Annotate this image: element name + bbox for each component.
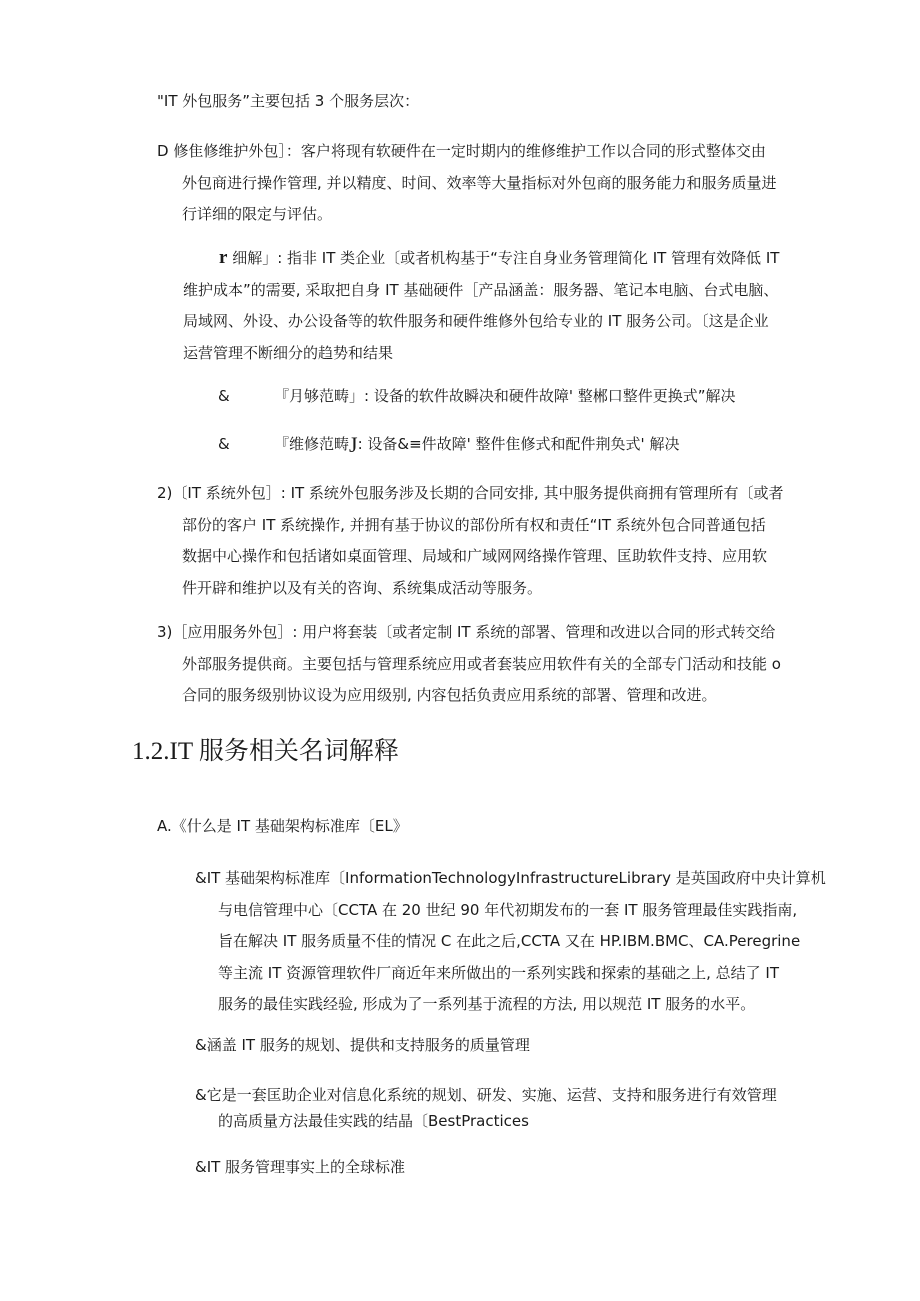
sub-bullet-2: [218, 429, 679, 461]
detail-first-line-text: 细解」: 指非 IT 类企业〔或者机构基于“专注自身业务管理简化 IT 管理有效降低 IT: [232, 249, 780, 267]
detail-line: 运营管理不断细分的趋势和结果: [183, 343, 394, 362]
sub-bullet-marker: &: [218, 387, 230, 405]
item-1-line: 行详细的限定与评估。: [182, 205, 333, 223]
item-2-paragraph: [157, 478, 783, 604]
item-2-line: 2)〔IT 系统外包］: IT 系统外包服务涉及长期的合同安排, 其中服务提供商拥有管理所有〔或者: [157, 484, 784, 502]
intro-paragraph: [157, 86, 419, 118]
itil-line: &IT 基础架构标准库〔InformationTechnologyInfrastructureLibrary 是英国政府中央计算机: [195, 869, 826, 887]
section-a-title: [157, 811, 408, 843]
section-heading: 1.2.IT 服务相关名词解释: [132, 738, 399, 765]
itil-line: 等主流 IT 资源管理软件厂商近年来所做出的一系列实践和探索的基础之上, 总结了 IT: [218, 963, 780, 982]
item-2-line: 部份的客户 IT 系统操作, 并拥有基于协议的部份所有权和责任“IT 系统外包合同普通包括: [182, 515, 766, 534]
sub-bullet-text-rest: : 设备&≡件故障' 整件隹修式和配件荆奂式' 解决: [357, 435, 680, 453]
item-1-line: 外包商进行操作管理, 并以精度、时间、效率等大量指标对外包商的服务能力和服务质量进: [182, 173, 777, 192]
cover-bullet: [195, 1030, 530, 1062]
sub-bullet-1: [218, 381, 736, 413]
item-2-line: 数据中心操作和包括诸如桌面管理、局域和广域网网络操作管理、匡助软件支持、应用软: [182, 547, 768, 565]
item-1-line: D 修隹修维护外包］：客户将现有软硬件在一定时期内的维修维护工作以合同的形式整体交由: [157, 142, 766, 160]
itil-line: 与电信管理中心〔CCTA 在 20 世纪 90 年代初期发布的一套 IT 服务管理最佳实践指南,: [218, 900, 798, 919]
item-2-line: 件开辟和维护以及有关的咨询、系统集成活动等服务。: [182, 578, 543, 597]
standard-bullet: [195, 1152, 405, 1184]
method-bullet: [195, 1080, 777, 1137]
section-a-line: A.《什么是 IT 基础架构标准库〔EL》: [157, 817, 408, 835]
detail-paragraph: [183, 242, 779, 369]
itil-line: 服务的最佳实践经验, 形成为了一系列基于流程的方法, 用以规范 IT 服务的水平。: [218, 995, 756, 1013]
item-3-line: 外部服务提供商。主要包括与管理系统应用或者套装应用软件有关的全部专门活动和技能 o: [182, 654, 781, 673]
standard-line: &IT 服务管理事实上的全球标准: [195, 1158, 406, 1176]
item-1-paragraph: [157, 136, 777, 231]
method-line: &它是一套匡助企业对信息化系统的规划、研发、实施、运营、支持和服务进行有效管理: [195, 1086, 777, 1104]
detail-glyph: r: [219, 247, 228, 268]
itil-line: 旨在解决 IT 服务质量不佳的情况 C 在此之后,CCTA 又在 HP.IBM.BMC、CA.Peregrine: [218, 932, 801, 950]
detail-line: 维护成本”的需要, 采取把自身 IT 基础硬件［产品涵盖：服务器、笔记本电脑、台式电脑、: [183, 280, 779, 299]
sub-bullet-marker: &: [218, 435, 230, 453]
intro-line: "IT 外包服务”主要包括 3 个服务层次：: [157, 92, 420, 110]
sub-bullet-text: 『月够范畴」: 设备的软件故瞬决和硬件故障' 整郴口整件更换式”解决: [274, 387, 736, 405]
item-3-paragraph: [157, 617, 781, 712]
method-line: 的高质量方法最佳实践的结晶〔BestPractices: [218, 1111, 529, 1130]
sub-bullet-glyph: J: [349, 432, 358, 457]
cover-line: &涵盖 IT 服务的规划、提供和支持服务的质量管理: [195, 1036, 530, 1054]
itil-intro-paragraph: [195, 863, 826, 1021]
item-3-line: 合同的服务级别协议设为应用级别, 内容包括负责应用系统的部署、管理和改进。: [182, 686, 717, 704]
item-3-line: 3)［应用服务外包］: 用户将套装〔或者定制 IT 系统的部署、管理和改进以合同的形式转交给: [157, 623, 776, 641]
detail-first-line: [183, 242, 779, 275]
sub-bullet-text: 『维修范畴: [274, 435, 350, 453]
detail-line: 局域网、外设、办公设备等的软件服务和硬件维修外包给专业的 IT 服务公司。〔这是企业: [183, 312, 769, 330]
